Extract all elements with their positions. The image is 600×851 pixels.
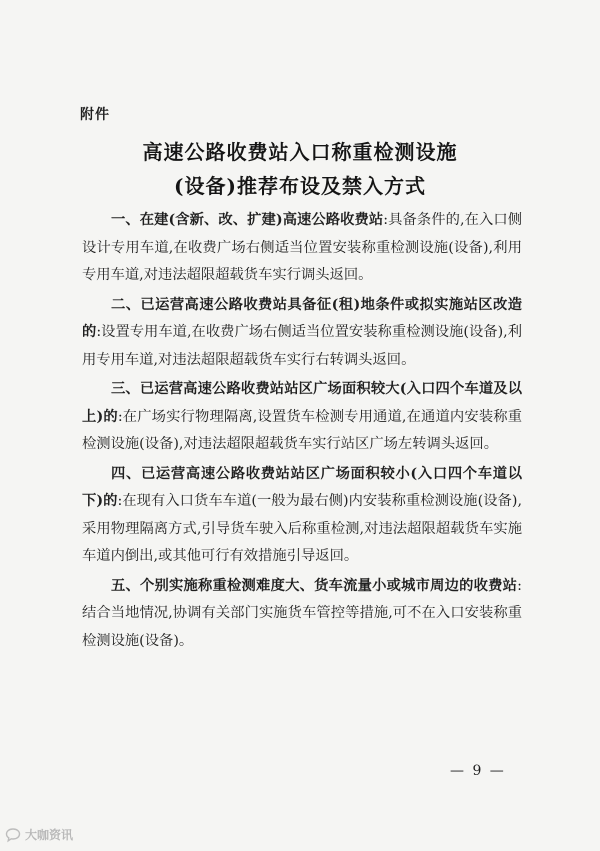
paragraph-2 xyxy=(82,292,522,375)
document-body xyxy=(82,207,522,655)
paragraph-heading: 四、已运营高速公路收费站站区广场面积较小(入口四个车道以下)的 xyxy=(82,465,522,509)
attachment-label: 附件 xyxy=(80,107,110,123)
paragraph-5 xyxy=(82,573,522,656)
paragraph-4 xyxy=(82,461,522,571)
paragraph-heading: 一、在建(含新、改、扩建)高速公路收费站 xyxy=(111,212,384,228)
paragraph-heading: 五、个别实施称重检测难度大、货车流量小或城市周边的收费站 xyxy=(111,577,518,594)
paragraph-text: :结合当地情况,协调有关部门实施货车管控等措施,可不在入口安装称重检测设施(设备)。 xyxy=(82,577,522,649)
paragraph-text: :在广场实行物理隔离,设置货车检测专用通道,在通道内安装称重检测设施(设备),对违法超限超载货车实行站区广场左转调头返回。 xyxy=(82,408,523,452)
document-title-line-2: (设备)推荐布设及禁入方式 xyxy=(174,174,426,198)
paragraph-heading: 二、已运营高速公路收费站具备征(租)地条件或拟实施站区改造的 xyxy=(82,296,522,340)
paragraph-heading: 三、已运营高速公路收费站站区广场面积较大(入口四个车道及以上)的 xyxy=(82,381,522,425)
paragraph-1 xyxy=(82,207,522,290)
page-number: — 9 — xyxy=(450,763,506,779)
watermark xyxy=(5,826,73,843)
paragraph-text: :设置专用车道,在收费广场右侧适当位置安装称重检测设施(设备),利用专用车道,对违法超限超载货车实行右转调头返回。 xyxy=(82,324,523,368)
speech-bubble-icon xyxy=(5,827,21,843)
paragraph-text: :在现有入口货车车道(一般为最右侧)内安装称重检测设施(设备),采用物理隔离方式,引导货车驶入后称重检测,对违法超限超载货车实施车道内倒出,或其他可行有效措施引导返回。 xyxy=(82,493,523,564)
paragraph-text: :具备条件的,在入口侧设计专用车道,在收费广场右侧适当位置安装称重检测设施(设备),利用专用车道,对违法超限超载货车实行调头返回。 xyxy=(82,212,522,283)
watermark-text: 大咖资讯 xyxy=(25,828,74,842)
document-title-line-1: 高速公路收费站入口称重检测设施 xyxy=(142,140,458,164)
paragraph-3 xyxy=(82,376,522,459)
